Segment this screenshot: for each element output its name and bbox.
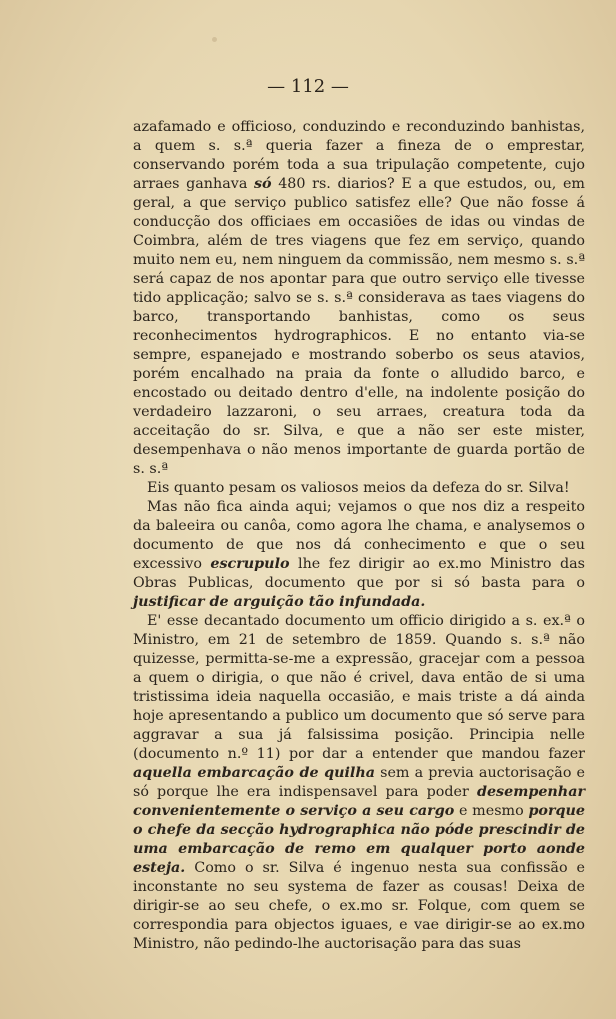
- paragraph: [133, 498, 585, 612]
- paragraph-text: Mas não fica ainda aqui; vejamos o que nos diz a respeito da baleeira ou canôa, como agora lhe chama, e analysemos o documento de que nos dá conhecimento e que o seu excessivo: [133, 499, 585, 572]
- ink-spot: [212, 37, 217, 42]
- paragraph-text: e mesmo: [454, 803, 529, 819]
- emphasis-text: porque o chefe da secção hydrographica não póde prescindir de uma embarcação de remo em qualquer porto aonde esteja.: [133, 803, 585, 876]
- paragraph: [133, 118, 585, 479]
- body-text: [133, 118, 585, 954]
- paragraph-text: sem a previa auctorisação e só porque lhe era indispensavel para poder: [133, 765, 585, 800]
- page-number: — 112 —: [267, 76, 349, 97]
- emphasis-text: aquella embarcação de quilha: [133, 765, 375, 781]
- paragraph-text: lhe fez dirigir ao ex.mo Ministro das Obras Publicas, documento que por si só basta para o: [133, 556, 586, 591]
- emphasis-text: escrupulo: [210, 556, 290, 572]
- emphasis-text: só: [253, 176, 272, 192]
- paragraph-text: Como o sr. Silva é ingenuo nesta sua confissão e inconstante no seu systema de fazer as cousas! Deixa de dirigir-se ao seu chefe, o ex.mo sr. Folque, com quem se correspondia para objectos iguaes, e vae dirigir-se ao ex.mo Ministro, não pedindo-lhe auctorisação para das suas: [133, 860, 585, 952]
- paragraph: [133, 479, 585, 498]
- paragraph-text: azafamado e officioso, conduzindo e reconduzindo banhistas, a quem s. s.ª queria fazer a fineza de o emprestar, conservando porém toda a sua tripulação competente, cujo arraes ganhava: [133, 119, 585, 192]
- paragraph-text: 480 rs. diarios? E a que estudos, ou, em geral, a que serviço publico satisfez elle? Que não fosse á conducção dos officiaes em occasiões de idas ou vindas de Coimbra, além de tres viagens que fez em serviço, quando muito nem eu, nem ninguem da commissão, nem mesmo s. s.ª será capaz de nos apontar para que outro serviço elle tivesse tido applicação; salvo se s. s.ª considerava as taes viagens do barco, transportando banhistas, como os seus reconhecimentos hydrographicos. E no entanto via-se sempre, espanejado e mostrando soberbo os seus atavios, porém encalhado na praia da fonte o alludido barco, e encostado ou deitado dentro d'elle, na indolente posição do verdadeiro lazzaroni, o seu arraes, creatura toda da acceitação do sr. Silva, e que a não ser este mister, desempenhava o não menos importante de guarda portão de s. s.ª: [133, 176, 585, 477]
- emphasis-text: desempenhar convenientemente o serviço a seu cargo: [133, 784, 585, 819]
- emphasis-text: justificar de arguição tão infundada.: [133, 594, 426, 610]
- paragraph-text: Eis quanto pesam os valiosos meios da defeza do sr. Silva!: [147, 480, 570, 496]
- paragraph: [133, 612, 585, 954]
- paragraph-text: E' esse decantado documento um officio dirigido a s. ex.ª o Ministro, em 21 de setembro de 1859. Quando s. s.ª não quizesse, permitta-se-me a expressão, gracejar com a pessoa a quem o dirigia, o que não é crivel, dava então de si uma tristissima ideia naquella occasião, e mais triste a dá ainda hoje apresentando a publico um documento que só serve para aggravar a sua já falsissima posição. Principia nelle (documento n.º 11) por dar a entender que mandou fazer: [133, 613, 585, 762]
